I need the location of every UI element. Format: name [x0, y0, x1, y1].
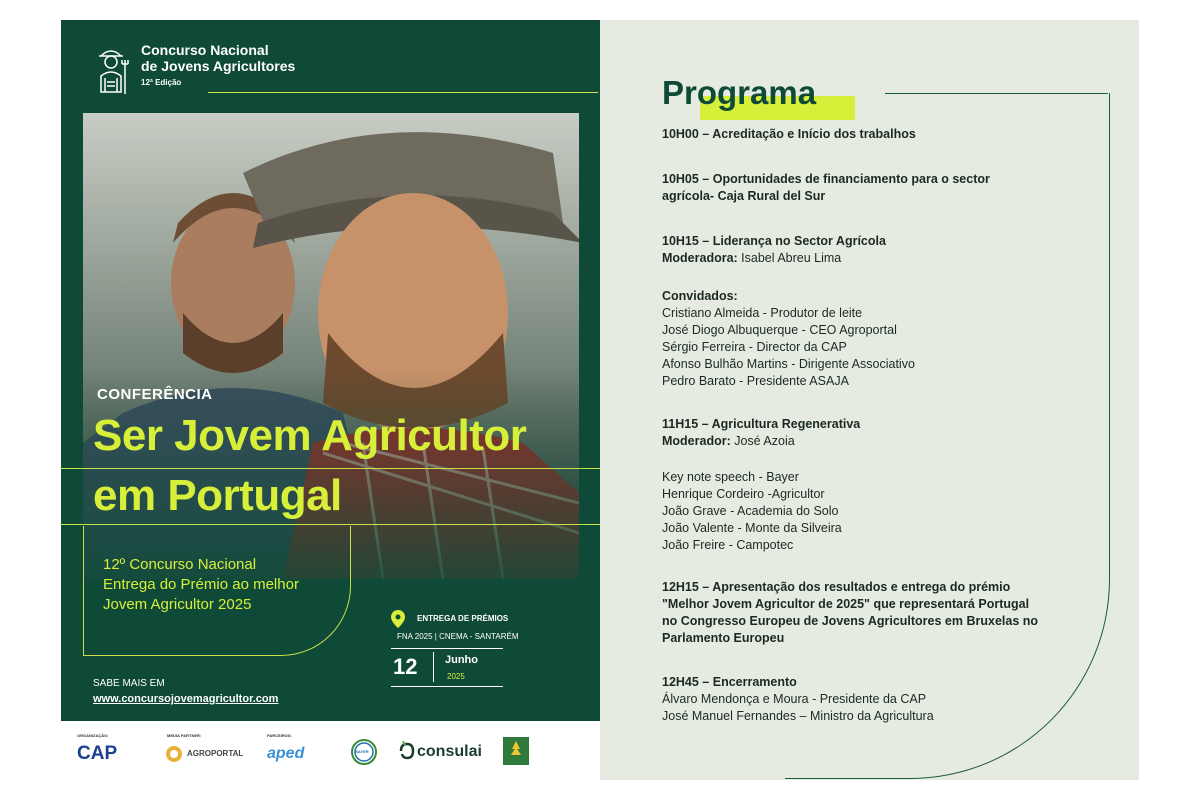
contest-brand — [91, 42, 295, 98]
list-item: Cristiano Almeida - Produtor de leite — [662, 306, 863, 320]
guests-list — [662, 288, 915, 390]
program-panel — [600, 20, 1139, 780]
aped-logo: aped — [267, 745, 305, 762]
organization-label: ORGANIZAÇÃO: — [77, 733, 109, 738]
subtitle-line-1: 12º Concurso Nacional — [103, 556, 257, 573]
website-link[interactable]: www.concursojovemagricultor.com — [93, 693, 279, 705]
event-title-line-2: em Portugal — [93, 471, 342, 520]
program-item-1245-heading: 12H45 – Encerramento — [662, 675, 797, 689]
prize-year: 2025 — [447, 672, 465, 681]
program-item-1005 — [662, 171, 990, 205]
list-item: Álvaro Mendonça e Moura - Presidente da CAP — [662, 692, 927, 706]
list-item: João Freire - Campotec — [662, 538, 794, 552]
program-item-1115 — [662, 416, 860, 450]
program-item-1005-line-2: agrícola- Caja Rural del Sur — [662, 189, 826, 203]
moderator-name: José Azoia — [730, 434, 795, 448]
guests-label: Convidados: — [662, 289, 738, 303]
agroportal-logo: AGROPORTAL — [187, 749, 244, 758]
subtitle-line-2: Entrega do Prémio ao melhor — [103, 576, 299, 593]
program-item-1215-line-3: no Congresso Europeu de Jovens Agricultores em Bruxelas no — [662, 614, 1039, 628]
program-item-1000 — [662, 126, 916, 143]
prize-divider-top — [391, 648, 503, 649]
program-item-1015-moderator — [662, 250, 886, 267]
prize-location: FNA 2025 | CNEMA - SANTARÉM — [397, 632, 519, 641]
sponsors-bar — [61, 721, 600, 780]
brand-line-2: de Jovens Agricultores — [141, 58, 296, 74]
program-item-1015 — [662, 233, 886, 267]
cap-logo: CAP — [77, 743, 118, 764]
event-title-line-1: Ser Jovem Agricultor — [93, 411, 527, 460]
list-item: Henrique Cordeiro -Agricultor — [662, 487, 825, 501]
title-rule-bottom — [61, 524, 600, 525]
location-pin-icon — [391, 610, 405, 628]
program-item-1215 — [662, 579, 1038, 647]
program-item-1000-text: 10H00 – Acreditação e Início dos trabalhos — [662, 127, 916, 141]
prize-divider-vertical — [433, 652, 434, 682]
conference-label: CONFERÊNCIA — [97, 386, 213, 403]
prize-month: Junho — [445, 654, 478, 666]
brand-divider — [208, 92, 598, 93]
list-item: Key note speech - Bayer — [662, 470, 799, 484]
subtitle-line-3: Jovem Agricultor 2025 — [103, 596, 252, 613]
program-item-1245 — [662, 674, 934, 725]
list-item: João Grave - Academia do Solo — [662, 504, 839, 518]
program-item-1215-line-2: "Melhor Jovem Agricultor de 2025" que representará Portugal — [662, 597, 1030, 611]
farmer-logo-icon — [91, 42, 131, 98]
more-info-label: SABE MAIS EM — [93, 678, 165, 689]
moderator-label: Moderador: — [662, 434, 731, 448]
edition-label: 12ª Edição — [141, 78, 182, 87]
program-item-1005-line-1: 10H05 – Oportunidades de financiamento para o sector — [662, 172, 990, 186]
program-item-1115-heading: 11H15 – Agricultura Regenerativa — [662, 417, 861, 431]
prize-title: ENTREGA DE PRÉMIOS — [417, 614, 509, 623]
brand-line-1: Concurso Nacional — [141, 42, 269, 58]
program-item-1215-line-4: Parlamento Europeu — [662, 631, 785, 645]
list-item: José Diogo Albuquerque - CEO Agroportal — [662, 323, 897, 337]
list-item: Afonso Bulhão Martins - Dirigente Associativo — [662, 357, 915, 371]
consulai-logo-icon — [397, 741, 417, 761]
bayer-logo: BAYER — [355, 749, 369, 754]
prize-divider-bottom — [391, 686, 503, 687]
consulai-logo: consulai — [417, 743, 482, 760]
title-rule-top — [61, 468, 600, 469]
prize-day: 12 — [393, 654, 418, 679]
speakers-list — [662, 469, 842, 554]
program-title: Programa — [662, 74, 817, 111]
partners-label: PARCEIROS: — [267, 733, 292, 738]
moderator-name: Isabel Abreu Lima — [737, 251, 842, 265]
program-item-1115-moderator — [662, 433, 860, 450]
media-partner-label: MEDIA PARTNER: — [167, 733, 202, 738]
list-item: Sérgio Ferreira - Director da CAP — [662, 340, 847, 354]
agroportal-logo-icon — [165, 745, 183, 763]
list-item: Pedro Barato - Presidente ASAJA — [662, 374, 849, 388]
event-subtitle — [103, 555, 299, 615]
event-poster — [61, 20, 600, 780]
moderator-label: Moderadora: — [662, 251, 738, 265]
program-item-1215-line-1: 12H15 – Apresentação dos resultados e entrega do prémio — [662, 580, 1011, 594]
program-item-1015-heading: 10H15 – Liderança no Sector Agrícola — [662, 234, 886, 248]
list-item: João Valente - Monte da Silveira — [662, 521, 842, 535]
caja-rural-logo-icon — [503, 737, 529, 765]
list-item: José Manuel Fernandes – Ministro da Agricultura — [662, 709, 934, 723]
